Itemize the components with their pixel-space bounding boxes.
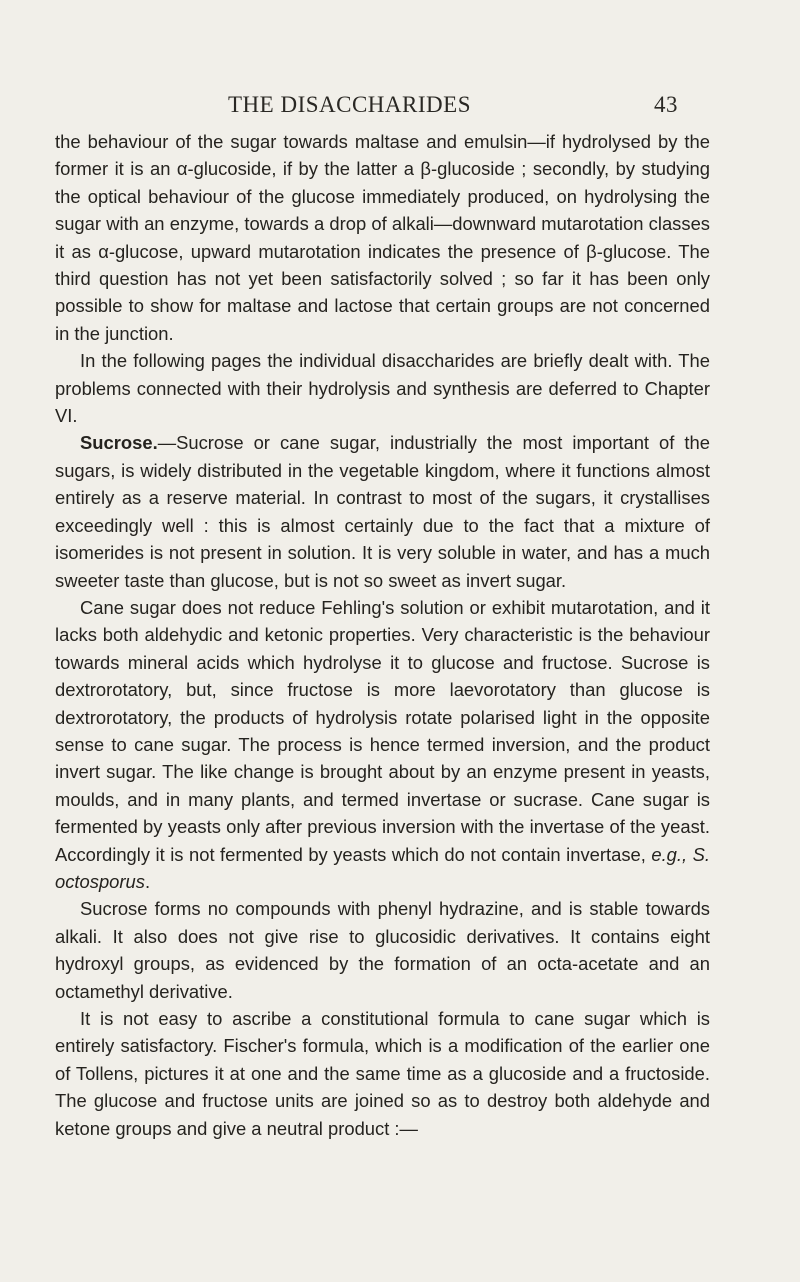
- paragraph-continuation: the behaviour of the sugar towards maltase and emulsin—if hydrolysed by the former it is an α-glucoside, if by the latter a β-glucoside ; secondly, by studying the optical behaviour of the glucose immediately produced, on hydrolysing the sugar with an enzyme, towards a drop of alkali—downward mutarotation classes it as α-glucose, upward mutarotation indicates the presence of β-glucose. The third question has not yet been satisfactorily solved ; so far it has been only possible to show for maltase and lactose that certain groups are not concerned in the junction.: [55, 131, 710, 344]
- paragraph-sucrose: [55, 429, 710, 593]
- running-header: [228, 92, 678, 126]
- paragraph-intro-disaccharides: In the following pages the individual disaccharides are briefly dealt with. The problems connected with their hydrolysis and synthesis are deferred to Chapter VI.: [55, 350, 710, 427]
- page-number: 43: [654, 92, 678, 117]
- cane-sugar-text: Cane sugar does not reduce Fehling's solution or exhibit mutarotation, and it lacks both aldehydic and ketonic properties. Very characteristic is the behaviour towards mineral acids which hydrolyse it to glucose and fructose. Sucrose is dextrorotatory, but, since fructose is more laevorotatory than glucose is dextrorotatory, the products of hydrolysis rotate polarised light in the opposite sense to cane sugar. The process is hence termed inversion, and the product invert sugar. The like change is brought about by an enzyme present in yeasts, moulds, and in many plants, and termed invertase or sucrase. Cane sugar is fermented by yeasts only after previous inversion with the invertase of the yeast. Accordingly it is not fermented by yeasts which do not contain invertase,: [55, 596, 710, 865]
- paragraph-sucrose-compounds: Sucrose forms no compounds with phenyl hydrazine, and is stable towards alkali. It also does not give rise to glucosidic derivatives. It contains eight hydroxyl groups, as evidenced by the formation of an octa-acetate and an octamethyl derivative.: [55, 898, 710, 1002]
- paragraph-constitutional-formula: It is not easy to ascribe a constitutional formula to cane sugar which is entirely satisfactory. Fischer's formula, which is a modification of the earlier one of Tollens, pictures it at one and the same time as a glucoside and a fructoside. The glucose and fructose units are joined so as to destroy both aldehyde and ketone groups and give a neutral product :—: [55, 1008, 710, 1139]
- sucrose-description: —Sucrose or cane sugar, industrially the most important of the sugars, is widely distributed in the vegetable kingdom, where it functions almost entirely as a reserve material. In contrast to most of the sugars, it crystallises exceedingly well : this is almost certainly due to the fact that a mixture of isomerides is not present in solution. It is very soluble in water, and has a much sweeter taste than glucose, but is not so sweet as invert sugar.: [55, 432, 710, 591]
- chapter-title: THE DISACCHARIDES: [228, 92, 471, 117]
- paragraph-cane-sugar: [55, 594, 710, 895]
- cane-sugar-end: .: [144, 870, 151, 892]
- section-heading-sucrose: Sucrose.: [80, 432, 158, 454]
- example-organism: e.g., S. octosporus: [55, 843, 710, 892]
- body-text: [55, 128, 710, 1142]
